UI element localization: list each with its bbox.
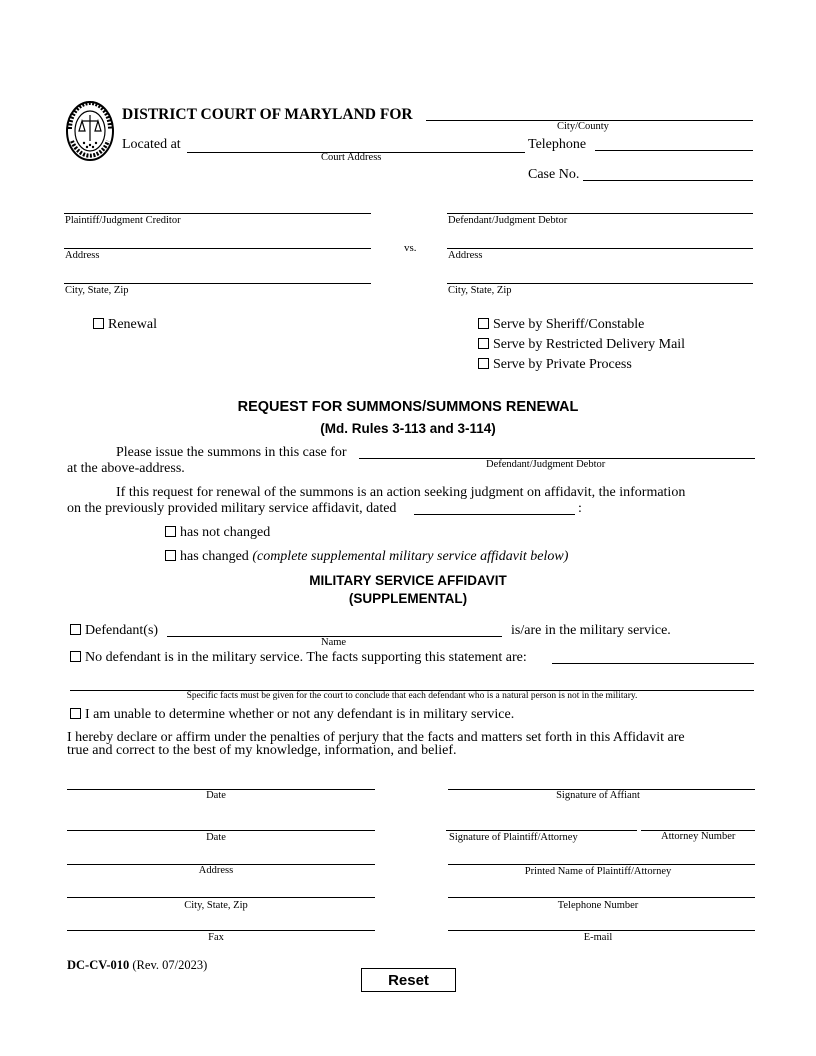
defendant-city-label: City, State, Zip (448, 285, 512, 296)
serve-private-label: Serve by Private Process (493, 357, 632, 372)
plaintiff-city-label: City, State, Zip (65, 285, 129, 296)
located-at-label: Located at (122, 137, 181, 152)
court-address-label: Court Address (321, 152, 382, 163)
renewal-option[interactable] (93, 317, 157, 333)
date-label-2: Date (206, 832, 226, 843)
colon-text: : (578, 501, 582, 516)
defendant-name-field[interactable] (447, 213, 753, 214)
renewal-label: Renewal (108, 317, 157, 332)
affiant-signature-label: Signature of Affiant (556, 790, 640, 801)
court-telephone-field[interactable] (595, 150, 753, 151)
unable-option[interactable] (70, 707, 514, 723)
has-changed-option[interactable] (165, 549, 568, 565)
no-defendant-option[interactable] (70, 650, 527, 666)
plaintiff-address-field[interactable] (64, 248, 371, 249)
affidavit-title: MILITARY SERVICE AFFIDAVIT (309, 573, 507, 588)
serve-private-checkbox[interactable] (478, 358, 489, 369)
telephone-label: Telephone (528, 137, 587, 152)
city-state-zip-field[interactable] (67, 897, 375, 898)
attorney-number-label: Attorney Number (661, 831, 736, 842)
in-service-text: is/are in the military service. (511, 623, 671, 638)
form-number: DC-CV-010 (67, 958, 130, 972)
facts-field-1[interactable] (552, 663, 754, 664)
affidavit-date-field[interactable] (414, 514, 575, 515)
defendant-address-field[interactable] (447, 248, 753, 249)
has-changed-note: (complete supplemental military service affidavit below) (252, 549, 569, 564)
unable-checkbox[interactable] (70, 708, 81, 719)
serve-mail-checkbox[interactable] (478, 338, 489, 349)
request-subtitle: (Md. Rules 3-113 and 3-114) (320, 421, 496, 436)
form-id (67, 958, 207, 973)
defendants-name-label: Name (321, 637, 347, 648)
unable-label: I am unable to determine whether or not any defendant is in military service. (85, 707, 515, 722)
has-changed-label: has changed (180, 549, 249, 564)
court-seal (66, 101, 114, 161)
case-no-field[interactable] (583, 180, 753, 181)
declare-text-2: true and correct to the best of my knowledge, information, and belief. (67, 743, 457, 758)
not-changed-checkbox[interactable] (165, 526, 176, 537)
serve-private-option[interactable] (478, 357, 632, 373)
defendant-address-label: Address (448, 250, 483, 261)
date-field-2[interactable] (67, 830, 375, 831)
court-title: DISTRICT COURT OF MARYLAND FOR (122, 106, 413, 123)
not-changed-label: has not changed (180, 525, 271, 540)
printed-name-label: Printed Name of Plaintiff/Attorney (524, 866, 672, 877)
no-defendant-checkbox[interactable] (70, 651, 81, 662)
renewal-checkbox[interactable] (93, 318, 104, 329)
facts-note: Specific facts must be given for the court to conclude that each defendant who is a natural person is not in the military. (186, 691, 638, 701)
printed-name-field[interactable] (448, 864, 755, 865)
city-state-zip-label: City, State, Zip (184, 900, 248, 911)
telephone-number-label: Telephone Number (557, 900, 639, 911)
defendant-label: Defendant/Judgment Debtor (448, 215, 568, 226)
plaintiff-signature-label: Signature of Plaintiff/Attorney (449, 832, 578, 843)
plaintiff-city-field[interactable] (64, 283, 371, 284)
email-field[interactable] (448, 930, 755, 931)
request-title: REQUEST FOR SUMMONS/SUMMONS RENEWAL (237, 399, 579, 415)
issue-text: Please issue the summons in this case for (116, 445, 347, 460)
serve-sheriff-option[interactable] (478, 317, 644, 333)
renewal-text-1: If this request for renewal of the summons is an action seeking judgment on affidavit, the information (116, 485, 686, 500)
plaintiff-signature-field[interactable] (446, 830, 637, 831)
defendants-option[interactable] (70, 623, 158, 639)
serve-mail-label: Serve by Restricted Delivery Mail (493, 337, 686, 352)
summons-defendant-label: Defendant/Judgment Debtor (486, 459, 606, 470)
plaintiff-name-field[interactable] (64, 213, 371, 214)
reset-button[interactable]: Reset (361, 968, 456, 992)
plaintiff-label: Plaintiff/Judgment Creditor (65, 215, 181, 226)
vs-label: vs. (404, 242, 417, 254)
not-changed-option[interactable] (165, 525, 270, 541)
form-revision: (Rev. 07/2023) (132, 958, 208, 972)
defendants-label: Defendant(s) (85, 623, 159, 638)
serve-sheriff-label: Serve by Sheriff/Constable (493, 317, 645, 332)
serve-mail-option[interactable] (478, 337, 685, 353)
case-no-label: Case No. (528, 167, 580, 182)
renewal-text-2: on the previously provided military service affidavit, dated (67, 501, 397, 516)
city-county-label: City/County (557, 121, 609, 132)
declare-text-1: I hereby declare or affirm under the penalties of perjury that the facts and matters set forth in this Affidavit are (67, 730, 685, 745)
court-seal-icon (66, 101, 114, 161)
has-changed-checkbox[interactable] (165, 550, 176, 561)
defendant-city-field[interactable] (447, 283, 753, 284)
telephone-number-field[interactable] (448, 897, 755, 898)
serve-sheriff-checkbox[interactable] (478, 318, 489, 329)
defendants-checkbox[interactable] (70, 624, 81, 635)
fax-label: Fax (208, 932, 224, 943)
address-label: Address (198, 865, 234, 876)
plaintiff-address-label: Address (65, 250, 100, 261)
above-address-text: at the above-address. (67, 461, 185, 476)
affidavit-subtitle: (SUPPLEMENTAL) (348, 591, 468, 606)
fax-field[interactable] (67, 930, 375, 931)
date-label-1: Date (206, 790, 226, 801)
email-label: E-mail (583, 932, 613, 943)
no-defendant-label: No defendant is in the military service. The facts supporting this statement are: (85, 650, 527, 665)
